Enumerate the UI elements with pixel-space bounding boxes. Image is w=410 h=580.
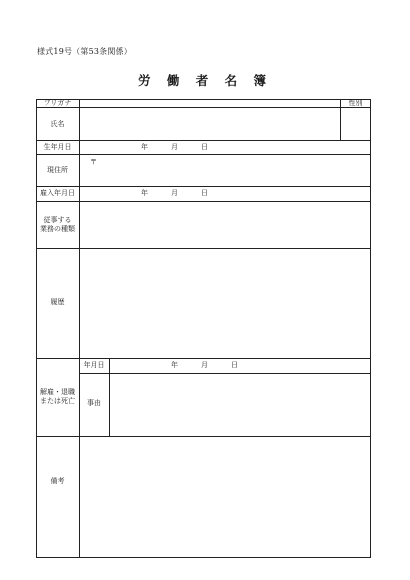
termination-day-unit: 日 (231, 361, 238, 369)
termination-date-label: 年月日 (83, 361, 105, 369)
termination-year-unit: 年 (171, 361, 178, 369)
birth-date-field[interactable] (80, 141, 371, 154)
form-number: 様式19号（第53条関係） (37, 47, 132, 56)
birth-date-label: 生年月日 (43, 143, 72, 151)
address-field[interactable] (80, 155, 371, 186)
page-title: 労 働 者 名 簿 (138, 73, 272, 88)
job-type-label-line2: 業務の種類 (40, 225, 75, 233)
reason-field[interactable] (110, 374, 371, 436)
hire-year-unit: 年 (141, 189, 148, 197)
furigana-label: フリガナ (43, 99, 72, 107)
gender-field[interactable] (341, 108, 371, 140)
name-label: 氏名 (50, 120, 65, 128)
birth-month-unit: 月 (171, 143, 178, 151)
reason-label: 事由 (87, 399, 101, 407)
furigana-field[interactable] (80, 100, 340, 107)
job-type-label-line1: 従事する (43, 216, 72, 224)
termination-label-line2: または死亡 (40, 397, 75, 405)
remarks-field[interactable] (80, 437, 371, 558)
termination-label-line1: 解雇・退職 (40, 388, 75, 396)
hire-day-unit: 日 (201, 189, 208, 197)
hire-month-unit: 月 (171, 189, 178, 197)
gender-label: 性別 (348, 99, 363, 107)
hire-date-label: 雇入年月日 (40, 189, 75, 197)
birth-day-unit: 日 (201, 143, 208, 151)
hire-date-field[interactable] (80, 187, 371, 201)
remarks-label: 備考 (50, 477, 65, 485)
termination-date-field[interactable] (110, 359, 371, 373)
birth-year-unit: 年 (141, 143, 148, 151)
history-label: 履歴 (50, 298, 65, 306)
address-label: 現住所 (47, 166, 68, 174)
history-field[interactable] (80, 249, 371, 358)
termination-month-unit: 月 (201, 361, 208, 369)
postal-mark: 〒 (90, 158, 97, 166)
job-type-field[interactable] (80, 202, 371, 248)
name-field[interactable] (80, 108, 340, 140)
